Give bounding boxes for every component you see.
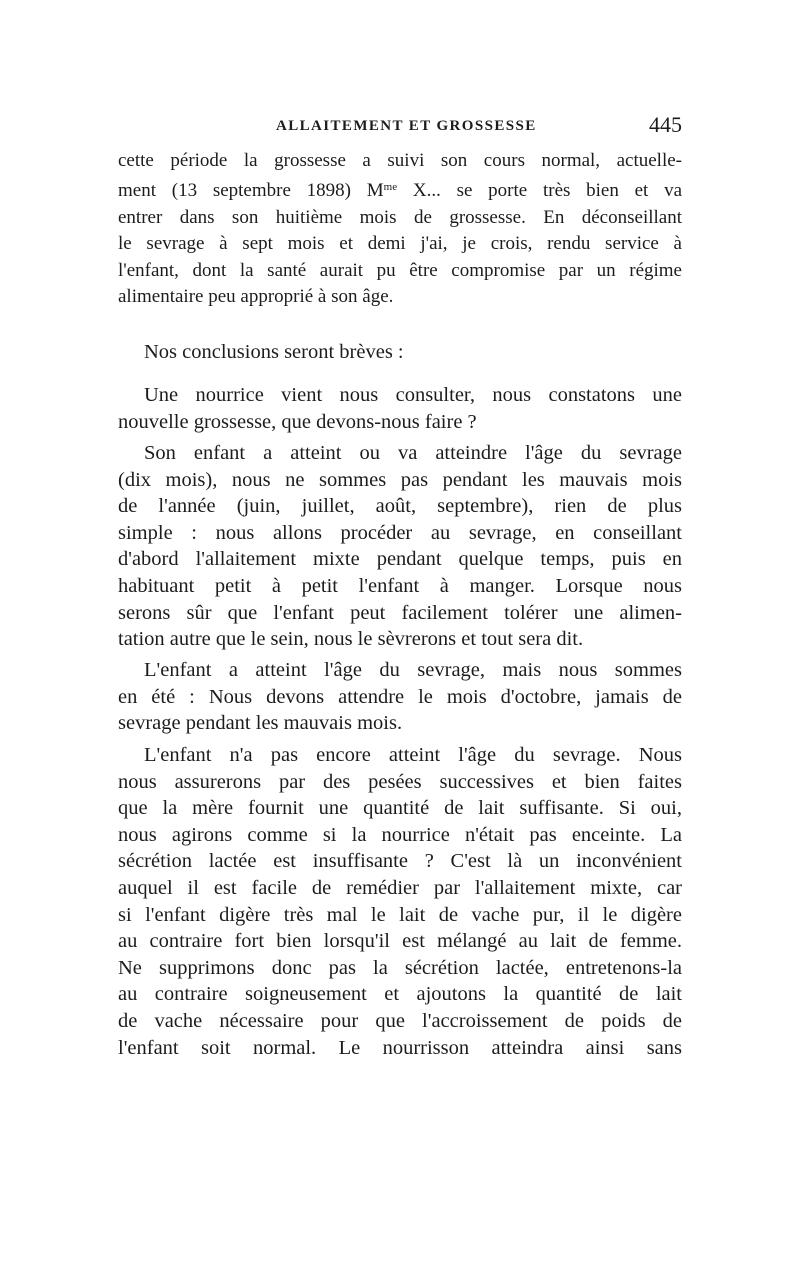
text-line: sécrétion lactée est insuffisante ? C'est là un inconvénient: [118, 850, 682, 873]
paragraph-case-three: [118, 742, 682, 1061]
text-line: nous agirons comme si la nourrice n'était pas enceinte. La: [118, 823, 682, 846]
paragraph-question: [118, 382, 682, 435]
text-line: simple : nous allons procéder au sevrage, en conseillant: [118, 521, 682, 544]
text-line: nouvelle grossesse, que devons-nous faire ?: [118, 410, 477, 433]
text-line: de vache nécessaire pour que l'accroissement de poids de: [118, 1009, 682, 1032]
text-line: (dix mois), nous ne sommes pas pendant les mauvais mois: [118, 468, 682, 491]
text-line: habituant petit à petit l'enfant à manger. Lorsque nous: [118, 574, 682, 597]
running-header: [118, 112, 682, 142]
paragraph-case-one: [118, 440, 682, 653]
text-line: Une nourrice vient nous consulter, nous constatons une: [144, 384, 682, 406]
text-line: sevrage pendant les mauvais mois.: [118, 712, 403, 735]
text-line: L'enfant n'a pas encore atteint l'âge du sevrage. Nous: [144, 744, 682, 766]
text-fragment: X... se porte très bien et va: [412, 180, 683, 202]
honorific-superscript: me: [383, 181, 398, 194]
conclusions-heading: [118, 339, 682, 366]
text-line: au contraire soigneusement et ajoutons la quantité de lait: [118, 983, 682, 1006]
text-line: entrer dans son huitième mois de grossesse. En déconseillant: [118, 206, 682, 228]
text-line: Son enfant a atteint ou va atteindre l'âge du sevrage: [144, 442, 682, 464]
text-line: que la mère fournit une quantité de lait suffisante. Si oui,: [118, 797, 682, 820]
text-line-with-title: [118, 174, 682, 204]
text-line: L'enfant a atteint l'âge du sevrage, mais nous sommes: [144, 659, 682, 681]
text-line: cette période la grossesse a suivi son cours normal, actuelle-: [118, 150, 682, 171]
text-line: nous assurerons par des pesées successives et bien faites: [118, 770, 682, 793]
text-line: si l'enfant digère très mal le lait de vache pur, il le digère: [118, 903, 682, 926]
page-number: 445: [649, 112, 682, 137]
text-line: Ne supprimons donc pas la sécrétion lactée, entretenons-la: [118, 956, 682, 979]
text-line: tation autre que le sein, nous le sèvrerons et tout sera dit.: [118, 628, 584, 651]
text-line: l'enfant, dont la santé aurait pu être compromise par un régime: [118, 259, 682, 281]
text-line: le sevrage à sept mois et demi j'ai, je crois, rendu service à: [118, 233, 682, 255]
text-line: d'abord l'allaitement mixte pendant quelque temps, puis en: [118, 548, 682, 571]
text-fragment: ment (13 septembre 1898): [118, 180, 351, 202]
running-title: ALLAITEMENT ET GROSSESSE: [276, 118, 537, 134]
text-line: de l'année (juin, juillet, août, septembre), rien de plus: [118, 495, 682, 518]
heading-text: Nos conclusions seront brèves :: [144, 341, 404, 363]
text-line: au contraire fort bien lorsqu'il est mélangé au lait de femme.: [118, 930, 682, 953]
honorific-title: $M^{me}$: [366, 180, 398, 202]
text-line: alimentaire peu approprié à son âge.: [118, 286, 394, 308]
text-line: auquel il est facile de remédier par l'allaitement mixte, car: [118, 876, 682, 899]
text-line: l'enfant soit normal. Le nourrisson atteindra ainsi sans: [118, 1036, 682, 1059]
paragraph-case-two: [118, 657, 682, 737]
intro-paragraph: [118, 148, 682, 310]
text-line: en été : Nous devons attendre le mois d'octobre, jamais de: [118, 685, 682, 708]
text-line: serons sûr que l'enfant peut facilement tolérer une alimen-: [118, 601, 682, 624]
